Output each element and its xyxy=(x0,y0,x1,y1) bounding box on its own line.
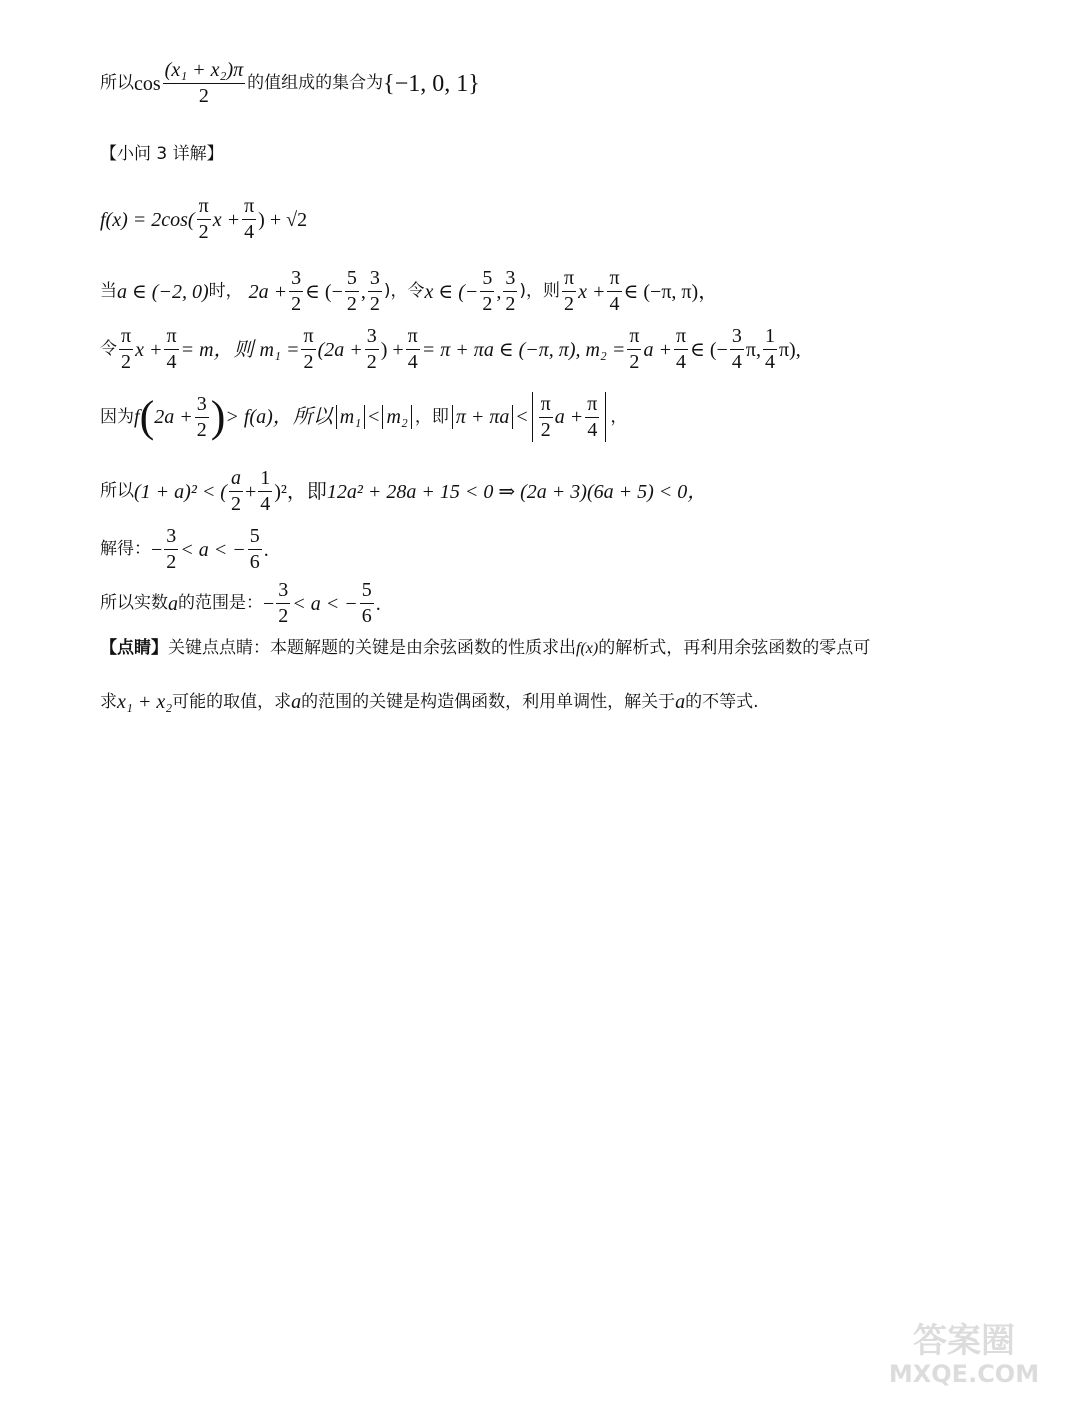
text: )，则 xyxy=(519,281,560,301)
math: − xyxy=(151,538,163,561)
line-fx xyxy=(100,196,307,243)
math: , xyxy=(496,280,502,303)
text: 解得： xyxy=(100,539,151,559)
math: , xyxy=(360,280,366,303)
fraction: $\frac{3}{2}$ xyxy=(196,392,207,441)
abs-bar xyxy=(336,405,337,429)
abs-bar xyxy=(364,405,365,429)
math: − xyxy=(263,592,275,615)
text: 求 xyxy=(100,691,117,712)
text: ， xyxy=(610,406,628,427)
math: < a < − xyxy=(180,538,246,561)
fraction: $\frac{5}{6}$ xyxy=(361,579,372,627)
fraction: $\frac{3}{2}$ xyxy=(291,267,302,315)
fraction: $\frac{\pi}{4}$ xyxy=(675,325,687,373)
math: 2a + xyxy=(154,406,193,428)
math: )²，即 xyxy=(274,480,327,503)
math: 2a + xyxy=(248,280,288,303)
fraction: $\frac{5}{2}$ xyxy=(482,267,493,315)
line-because xyxy=(100,392,627,442)
text: 因为 xyxy=(100,406,134,427)
abs-bar xyxy=(512,405,513,429)
math: m₁ = xyxy=(259,338,300,361)
fraction: $\frac{3}{2}$ xyxy=(505,267,516,315)
math: x₁ + x₂ xyxy=(117,691,173,713)
fraction: $\frac{\pi}{2}$ xyxy=(198,195,209,243)
text: 的不等式. xyxy=(685,691,759,712)
abs-bar xyxy=(382,405,383,429)
line-cos-set xyxy=(100,60,480,107)
text: 关键点点睛：本题解题的关键是由余弦函数的性质求出 xyxy=(168,638,576,658)
note-head: 【点睛】 xyxy=(100,638,168,658)
math: a xyxy=(291,691,302,713)
watermark-en: MXQE.COM xyxy=(888,1360,1040,1388)
watermark-logo xyxy=(874,1313,1054,1393)
text: 所以实数 xyxy=(100,593,168,613)
text: 可能的取值，求 xyxy=(172,691,292,712)
text: 所以 xyxy=(100,481,134,501)
math: π, xyxy=(745,338,761,361)
abs-bar xyxy=(411,405,412,429)
line-let-m xyxy=(100,326,801,373)
math: π + πa xyxy=(455,406,510,428)
section-title xyxy=(100,146,224,163)
note-line-1 xyxy=(100,640,870,657)
math: ) + xyxy=(380,338,404,361)
math: a xyxy=(168,592,178,615)
line-when-a xyxy=(100,268,718,315)
math: a + xyxy=(643,338,672,361)
math: = π + πa ∈ (−π, π), m₂ = xyxy=(421,338,626,361)
watermark-cn: 答案圈 xyxy=(913,1321,1015,1361)
math: > f(a)，所以 xyxy=(225,406,333,428)
text: 所以 xyxy=(100,73,134,93)
fraction: $\frac{1}{4}$ xyxy=(260,467,271,515)
math: . xyxy=(263,538,269,561)
math: < a < − xyxy=(292,592,358,615)
math: a xyxy=(675,691,686,713)
math: a ∈ (−2, 0) xyxy=(117,280,209,303)
fraction: $\frac{\pi}{4}$ xyxy=(609,267,620,315)
section-title-text: 【小问 3 详解】 xyxy=(100,144,224,164)
fraction: $\frac{\pi}{2}$ xyxy=(540,392,551,441)
math: a + xyxy=(554,406,584,428)
math: f(x) xyxy=(576,639,599,657)
note-line-2 xyxy=(100,692,759,712)
line-inequality xyxy=(100,468,707,515)
math: π), xyxy=(778,338,801,361)
paren-close: ) xyxy=(210,392,226,441)
math: m₂ xyxy=(386,406,408,428)
math-cos: cos xyxy=(134,72,161,95)
fraction: $\frac{\text{(x₁ + x₂)π}}{2}$ xyxy=(164,59,244,107)
fraction: $\frac{3}{2}$ xyxy=(166,525,177,573)
fraction: $\frac{3}{4}$ xyxy=(731,325,742,373)
math: ) + √2 xyxy=(258,208,308,231)
math: m₁ xyxy=(339,406,362,428)
fraction: $\frac{\pi}{2}$ xyxy=(564,267,575,315)
math: < xyxy=(368,406,380,428)
fraction: $\frac{\pi}{2}$ xyxy=(121,325,132,373)
abs-bar xyxy=(532,392,533,442)
math: f xyxy=(134,406,140,428)
text: 当 xyxy=(100,281,117,301)
math: ∈ (− xyxy=(305,280,343,303)
math: ∈ (−π, π)， xyxy=(623,280,719,303)
math: f(x) = 2cos( xyxy=(100,208,195,231)
math: x + xyxy=(578,280,606,303)
abs-bar xyxy=(605,392,606,442)
fraction: $\frac{3}{2}$ xyxy=(366,325,377,373)
fraction: $\frac{\pi}{4}$ xyxy=(166,325,177,373)
fraction: $\frac{1}{4}$ xyxy=(764,325,775,373)
fraction: $\frac{3}{2}$ xyxy=(278,579,289,627)
math-set: {−1, 0, 1} xyxy=(383,70,480,97)
fraction: $\frac{\pi}{4}$ xyxy=(244,195,255,243)
text: 的范围是： xyxy=(178,593,263,613)
math: (2a + xyxy=(317,338,363,361)
text: 的解析式，再利用余弦函数的零点可 xyxy=(598,638,871,658)
paren-open: ( xyxy=(139,392,155,441)
text: 时， xyxy=(208,281,243,301)
fraction: $\frac{\pi}{4}$ xyxy=(407,325,418,373)
math: x ∈ (− xyxy=(424,280,479,303)
fraction: $\frac{\pi}{2}$ xyxy=(303,325,314,373)
fraction: $\frac{a}{2}$ xyxy=(230,467,241,515)
text: 的值组成的集合为 xyxy=(247,73,384,93)
math: x + xyxy=(135,338,163,361)
line-range xyxy=(100,580,381,627)
line-solve xyxy=(100,526,269,573)
fraction: $\frac{\pi}{2}$ xyxy=(629,325,640,373)
watermark-icon xyxy=(879,1318,1049,1388)
fraction: $\frac{5}{2}$ xyxy=(346,267,357,315)
text: ，即 xyxy=(414,406,449,427)
fraction: $\frac{5}{6}$ xyxy=(249,525,260,573)
text: 的范围的关键是构造偶函数，利用单调性，解关于 xyxy=(301,691,676,712)
fraction: $\frac{3}{2}$ xyxy=(369,267,380,315)
math: 12a² + 28a + 15 < 0 ⇒ (2a + 3)(6a + 5) < 0， xyxy=(326,480,708,503)
fraction: $\frac{\pi}{4}$ xyxy=(587,392,598,441)
text: )，令 xyxy=(383,281,425,301)
math: (1 + a)² < ( xyxy=(134,480,227,503)
math: . xyxy=(375,592,381,615)
math: ∈ (− xyxy=(690,338,728,361)
text: 令 xyxy=(100,339,117,359)
math: < xyxy=(516,406,528,428)
math: = m，则 xyxy=(180,338,254,361)
math: x + xyxy=(212,208,241,231)
abs-bar xyxy=(452,405,453,429)
math: + xyxy=(244,480,257,503)
